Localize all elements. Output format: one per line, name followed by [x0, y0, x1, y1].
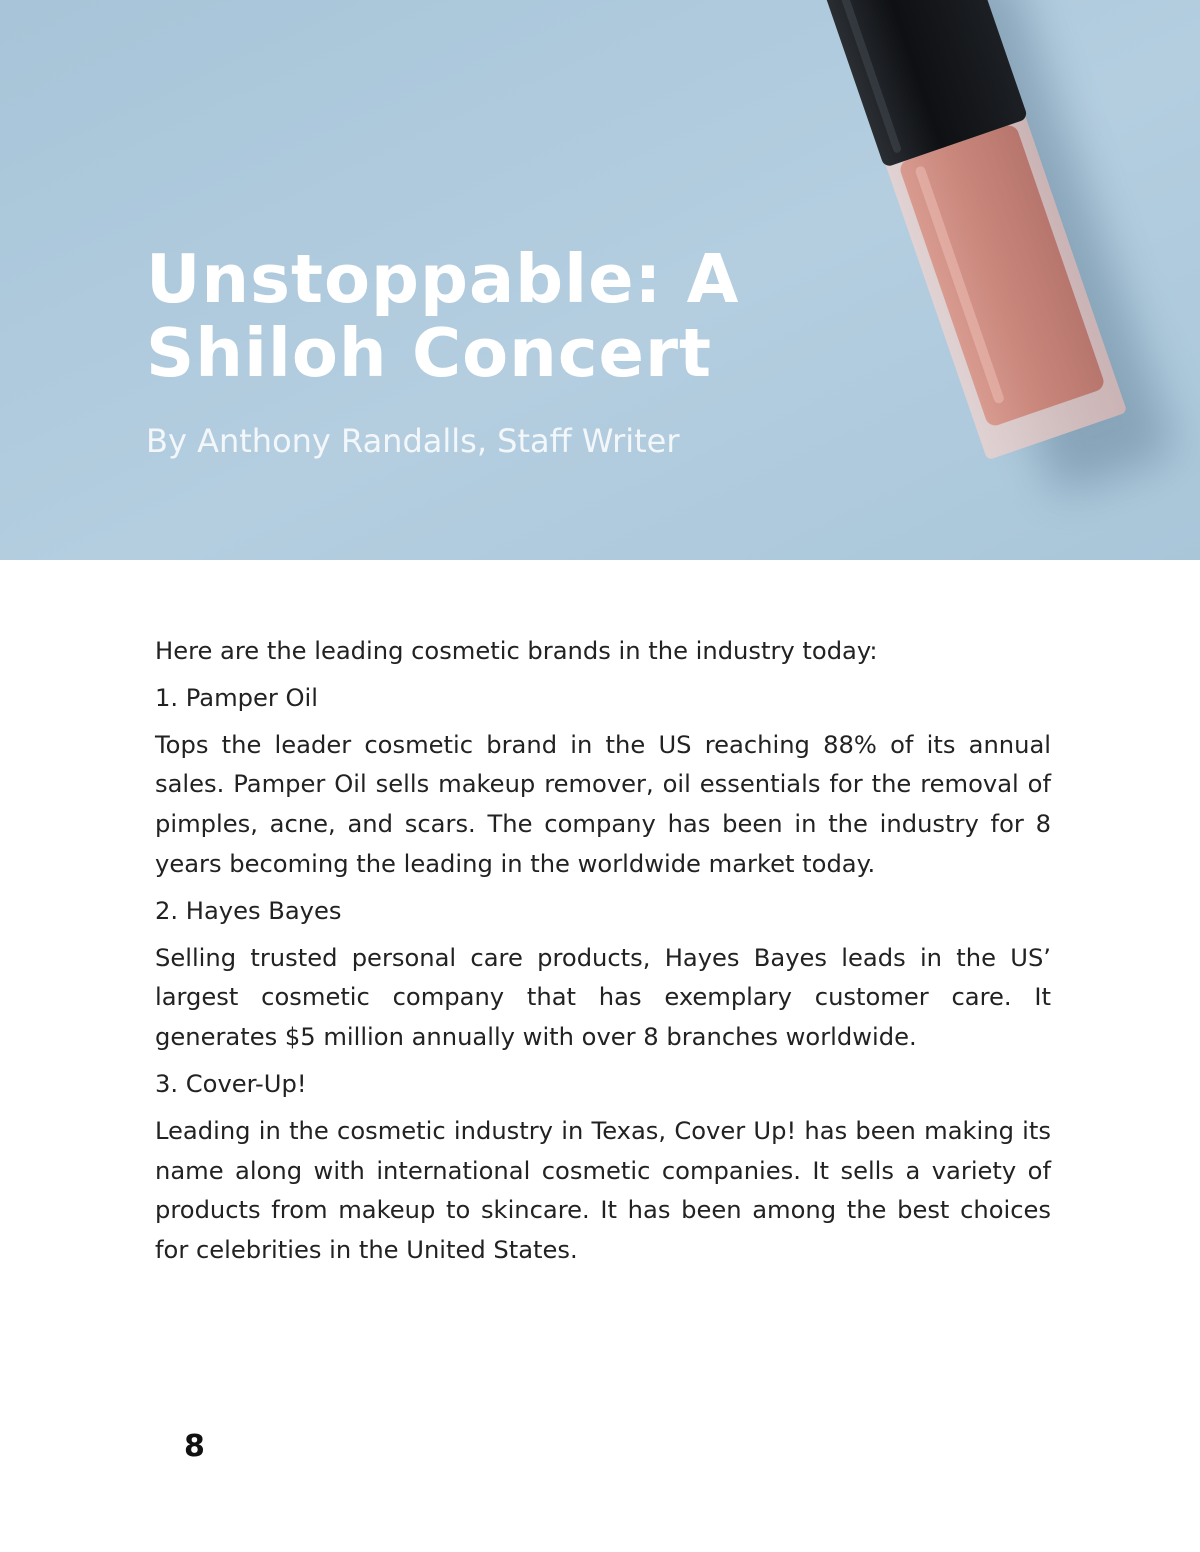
- brand-heading: 1. Pamper Oil: [155, 683, 318, 712]
- brand-description: Selling trusted personal care products, Hayes Bayes leads in the US’ largest cosmetic company that has exemplary customer care. It generates $5 million annually with over 8 branches worldwide.: [155, 943, 1051, 1052]
- brand-description: Leading in the cosmetic industry in Texas, Cover Up! has been making its name along with international cosmetic companies. It sells a variety of products from makeup to skincare. It has been among the best choices for celebrities in the United States.: [155, 1116, 1051, 1265]
- brand-heading: 3. Cover-Up!: [155, 1069, 307, 1098]
- article-title: Unstoppable: A Shiloh Concert: [146, 240, 740, 392]
- brand-description: Tops the leader cosmetic brand in the US reaching 88% of its annual sales. Pamper Oil sells makeup remover, oil essentials for the removal of pimples, acne, and scars. The company has been in the industry for 8 years becoming the leading in the worldwide market today.: [155, 730, 1051, 878]
- article-intro: Here are the leading cosmetic brands in the industry today:: [155, 637, 878, 665]
- page-number: 8: [184, 1429, 205, 1464]
- hero-banner: [0, 0, 1200, 560]
- article-byline: By Anthony Randalls, Staff Writer: [146, 422, 680, 460]
- article-body: [155, 632, 1051, 1278]
- brand-heading: 2. Hayes Bayes: [155, 896, 342, 925]
